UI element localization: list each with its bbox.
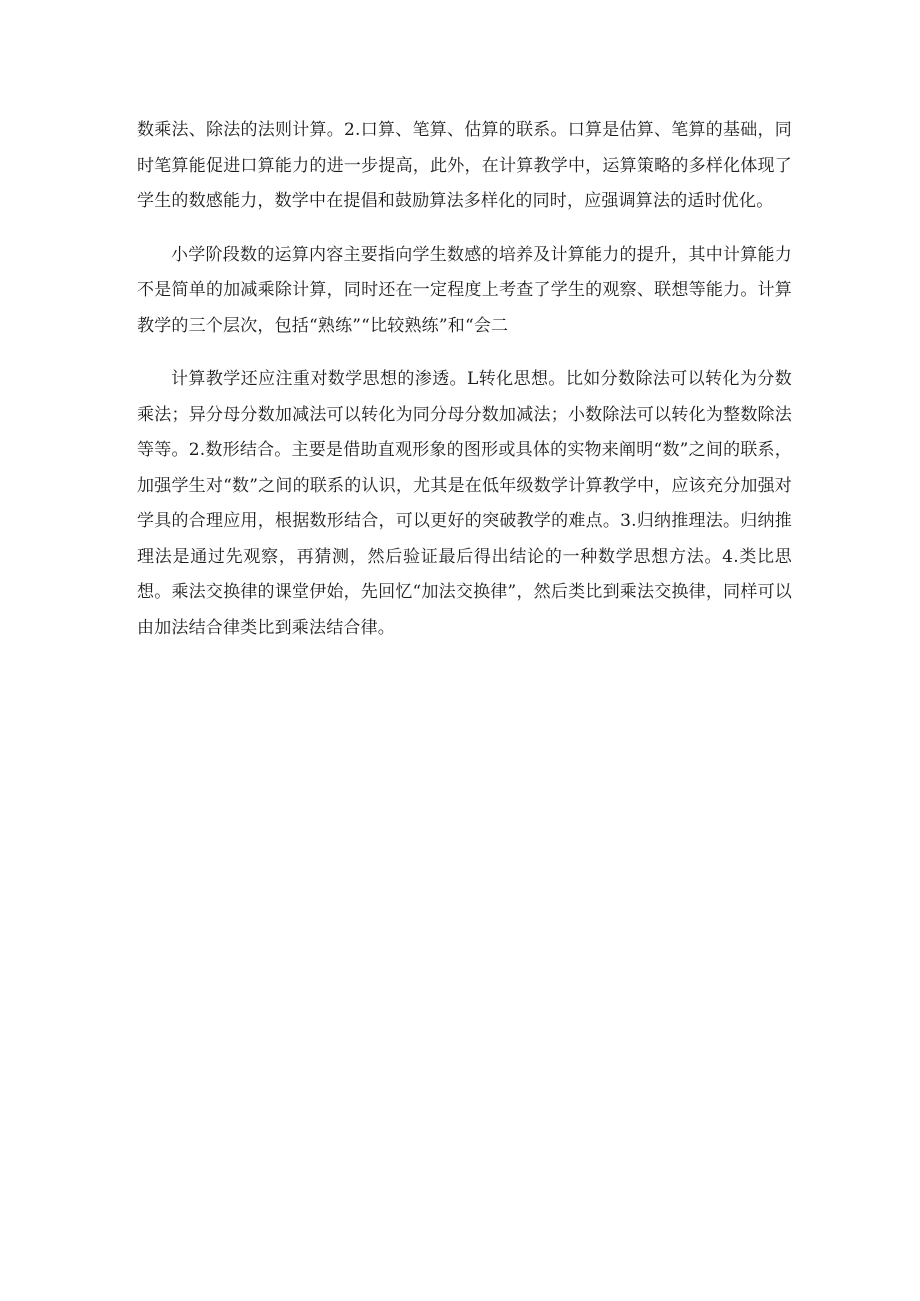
paragraph-1: 数乘法、除法的法则计算。2.口算、笔算、估算的联系。口算是估算、笔算的基础，同时笔算能促进口算能力的进一步提高，此外，在计算教学中，运算策略的多样化体现了学生的数感能力，数学中在提倡和鼓励算法多样化的同时，应强调算法的适时优化。 <box>137 120 792 211</box>
document-body <box>137 113 792 664</box>
paragraph-2: 小学阶段数的运算内容主要指向学生数感的培养及计算能力的提升，其中计算能力不是简单的加减乘除计算，同时还在一定程度上考查了学生的观察、联想等能力。计算教学的三个层次，包括“熟练”“比较熟练”和“会二 <box>137 244 792 336</box>
paragraph-3: 计算教学还应注重对数学思想的渗透。L转化思想。比如分数除法可以转化为分数乘法；异分母分数加减法可以转化为同分母分数加减法；小数除法可以转化为整数除法等等。2.数形结合。主要是借助直观形象的图形或具体的实物来阐明“数”之间的联系，加强学生对“数”之间的联系的认识，尤其是在低年级数学计算教学中，应该充分加强对学具的合理应用，根据数形结合，可以更好的突破教学的难点。3.归纳推理法。归纳推理法是通过先观察，再猜测，然后验证最后得出结论的一种数学思想方法。4.类比思想。乘法交换律的课堂伊始，先回忆“加法交换律”，然后类比到乘法交换律，同样可以由加法结合律类比到乘法结合律。 <box>137 369 792 638</box>
